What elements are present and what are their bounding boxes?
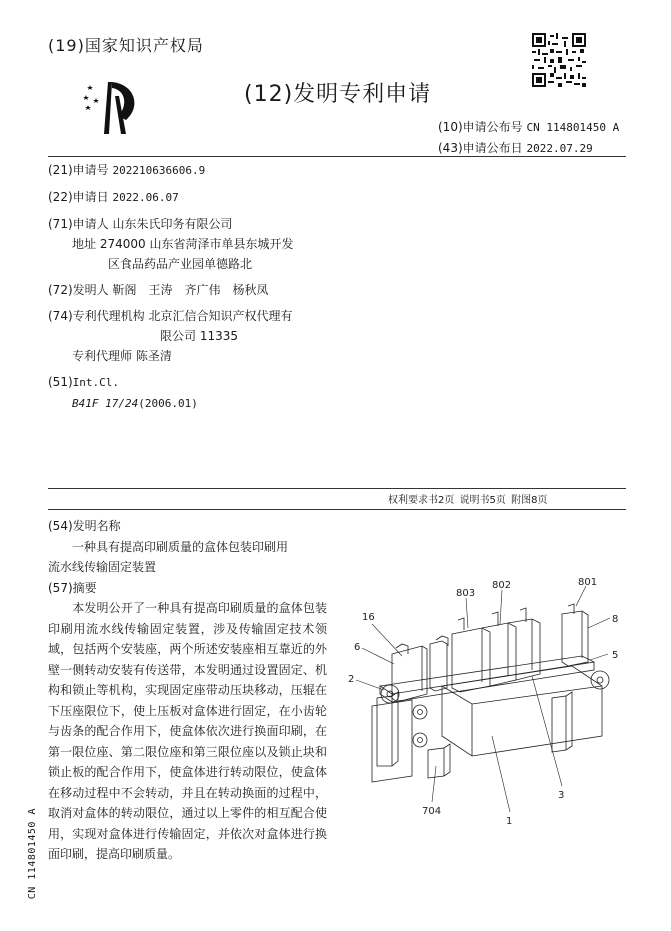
document-type-title bbox=[244, 77, 431, 108]
divider-counts-bottom bbox=[48, 509, 626, 510]
pub-number-code: (10) bbox=[438, 120, 463, 134]
applicant-code: (71) bbox=[48, 217, 73, 231]
agent-value: 陈圣清 bbox=[135, 349, 172, 363]
app-no-label: 申请号 bbox=[72, 163, 109, 177]
address bbox=[48, 234, 388, 254]
agent-label: 专利代理师 bbox=[72, 349, 133, 363]
agency-line1: 北京汇信合知识产权代理有 bbox=[148, 309, 293, 323]
label-802: 802 bbox=[492, 580, 512, 591]
label-803: 803 bbox=[456, 588, 476, 599]
patent-agent bbox=[48, 346, 388, 366]
inventor-names: 靳阁 王涛 齐广伟 杨秋凤 bbox=[112, 283, 269, 297]
bibliographic-data bbox=[48, 160, 388, 414]
claims-count: 权利要求书2页 bbox=[388, 495, 455, 506]
inventor-label: 发明人 bbox=[72, 283, 109, 297]
leader-704 bbox=[432, 766, 436, 802]
leader-802 bbox=[500, 590, 502, 624]
leader-1 bbox=[492, 736, 510, 812]
patent-agency bbox=[48, 306, 388, 326]
cnipa-logo-icon bbox=[82, 76, 146, 136]
abstract-heading bbox=[48, 578, 327, 599]
app-date-label: 申请日 bbox=[72, 190, 109, 204]
invention-title-line1: 一种具有提高印刷质量的盒体包装印刷用 bbox=[72, 539, 289, 554]
qr-code-icon bbox=[532, 33, 586, 87]
office-header bbox=[48, 33, 204, 56]
leader-16 bbox=[372, 624, 402, 656]
block-801 bbox=[508, 619, 540, 680]
ipc-main: B41F 17/24 bbox=[72, 397, 139, 410]
ipc-version: (2006.01) bbox=[138, 397, 198, 410]
description-count: 说明书5页 bbox=[459, 495, 506, 506]
label-801: 801 bbox=[578, 577, 598, 588]
pub-date-value: 2022.07.29 bbox=[526, 142, 593, 155]
inventors bbox=[48, 280, 388, 300]
leader-803 bbox=[466, 598, 468, 628]
ipc-code: (51) bbox=[48, 375, 73, 389]
pub-date-label: 申请公布日 bbox=[462, 141, 523, 155]
base-frame bbox=[442, 666, 602, 756]
application-number bbox=[48, 160, 388, 181]
office-name: 国家知识产权局 bbox=[84, 36, 204, 55]
left-leg bbox=[377, 692, 398, 766]
page-counts bbox=[388, 491, 548, 506]
label-3: 3 bbox=[558, 790, 565, 801]
address-line1: 274000 山东省菏泽市单县东城开发 bbox=[99, 237, 294, 251]
label-1: 1 bbox=[506, 816, 513, 827]
app-date-value: 2022.06.07 bbox=[112, 191, 179, 204]
title-code: (54) bbox=[48, 519, 73, 533]
ipc bbox=[48, 372, 388, 393]
app-no-code: (21) bbox=[48, 163, 73, 177]
address-label: 地址 bbox=[72, 237, 97, 251]
publication-number bbox=[438, 117, 619, 138]
label-6: 6 bbox=[354, 642, 361, 653]
doc-type: 发明专利申请 bbox=[293, 82, 432, 107]
leader-8 bbox=[588, 618, 610, 628]
application-date bbox=[48, 187, 388, 208]
leader-5 bbox=[590, 654, 608, 660]
abstract-code: (57) bbox=[48, 580, 73, 595]
label-16: 16 bbox=[362, 612, 375, 623]
patent-figure bbox=[332, 576, 648, 832]
leader-6 bbox=[362, 648, 394, 664]
applicant bbox=[48, 214, 388, 234]
applicant-label: 申请人 bbox=[72, 217, 109, 231]
app-date-code: (22) bbox=[48, 190, 73, 204]
block-803 bbox=[452, 628, 490, 692]
drawings-count: 附图8页 bbox=[511, 495, 548, 506]
ipc-label: Int.Cl. bbox=[72, 376, 119, 389]
ipc-classification bbox=[48, 393, 388, 414]
office-code: (19) bbox=[48, 36, 85, 55]
agency-line2: 限公司 11335 bbox=[160, 329, 238, 343]
doc-code: (12) bbox=[244, 82, 294, 107]
publication-info bbox=[438, 117, 619, 159]
divider-counts-top bbox=[48, 488, 626, 489]
leader-801 bbox=[576, 586, 586, 606]
agency-label: 专利代理机构 bbox=[72, 309, 145, 323]
invention-title-line2: 流水线传输固定装置 bbox=[48, 560, 157, 574]
app-no-value: 202210636606.9 bbox=[112, 164, 206, 177]
agency-code: (74) bbox=[48, 309, 73, 323]
label-2: 2 bbox=[348, 674, 355, 685]
label-8: 8 bbox=[612, 614, 619, 625]
invention-title-heading bbox=[48, 516, 327, 537]
divider-top bbox=[48, 156, 626, 157]
pub-date-code: (43) bbox=[438, 141, 463, 155]
title-label: 发明名称 bbox=[72, 519, 121, 533]
pub-number-label: 申请公布号 bbox=[462, 120, 523, 134]
abstract-section bbox=[48, 516, 327, 865]
address-line2: 区食品药品产业园单德路北 bbox=[108, 257, 253, 271]
abstract-text: 本发明公开了一种具有提高印刷质量的盒体包装印刷用流水线传输固定装置，涉及传输固定技术领域，包括两个安装座，两个所述安装座相互靠近的外壁一侧转动安装有传送带，本发明通过设置固定、机构和锁止等机构，实现固定座带动压块移动，压辊在下压座限位下，使上压板对盒体进行固定，在小齿轮与齿条的配合作用下，使盒体依次进行换面印刷，在第一限位座、第二限位座和第三限位座以及锁止块和锁止板的配合作用下，使盒体进行转动限位，使盒体在移动过程中不会转动，并且在转动换面的过程中，取消对盒体的转动限位，通过以上零件的相互配合使用，实现对盒体进行传输固定，并依次对盒体进行换面印刷，提高印刷质量。 bbox=[48, 601, 327, 861]
block-802 bbox=[482, 623, 516, 686]
label-704: 704 bbox=[422, 806, 442, 817]
applicant-value: 山东朱氏印务有限公司 bbox=[112, 217, 233, 231]
label-5: 5 bbox=[612, 650, 619, 661]
leader-2 bbox=[356, 680, 384, 690]
abstract-label: 摘要 bbox=[72, 580, 97, 595]
inventor-code: (72) bbox=[48, 283, 73, 297]
side-publication-code: CN 114801450 A bbox=[27, 808, 38, 900]
pub-number-value: CN 114801450 A bbox=[526, 121, 620, 134]
